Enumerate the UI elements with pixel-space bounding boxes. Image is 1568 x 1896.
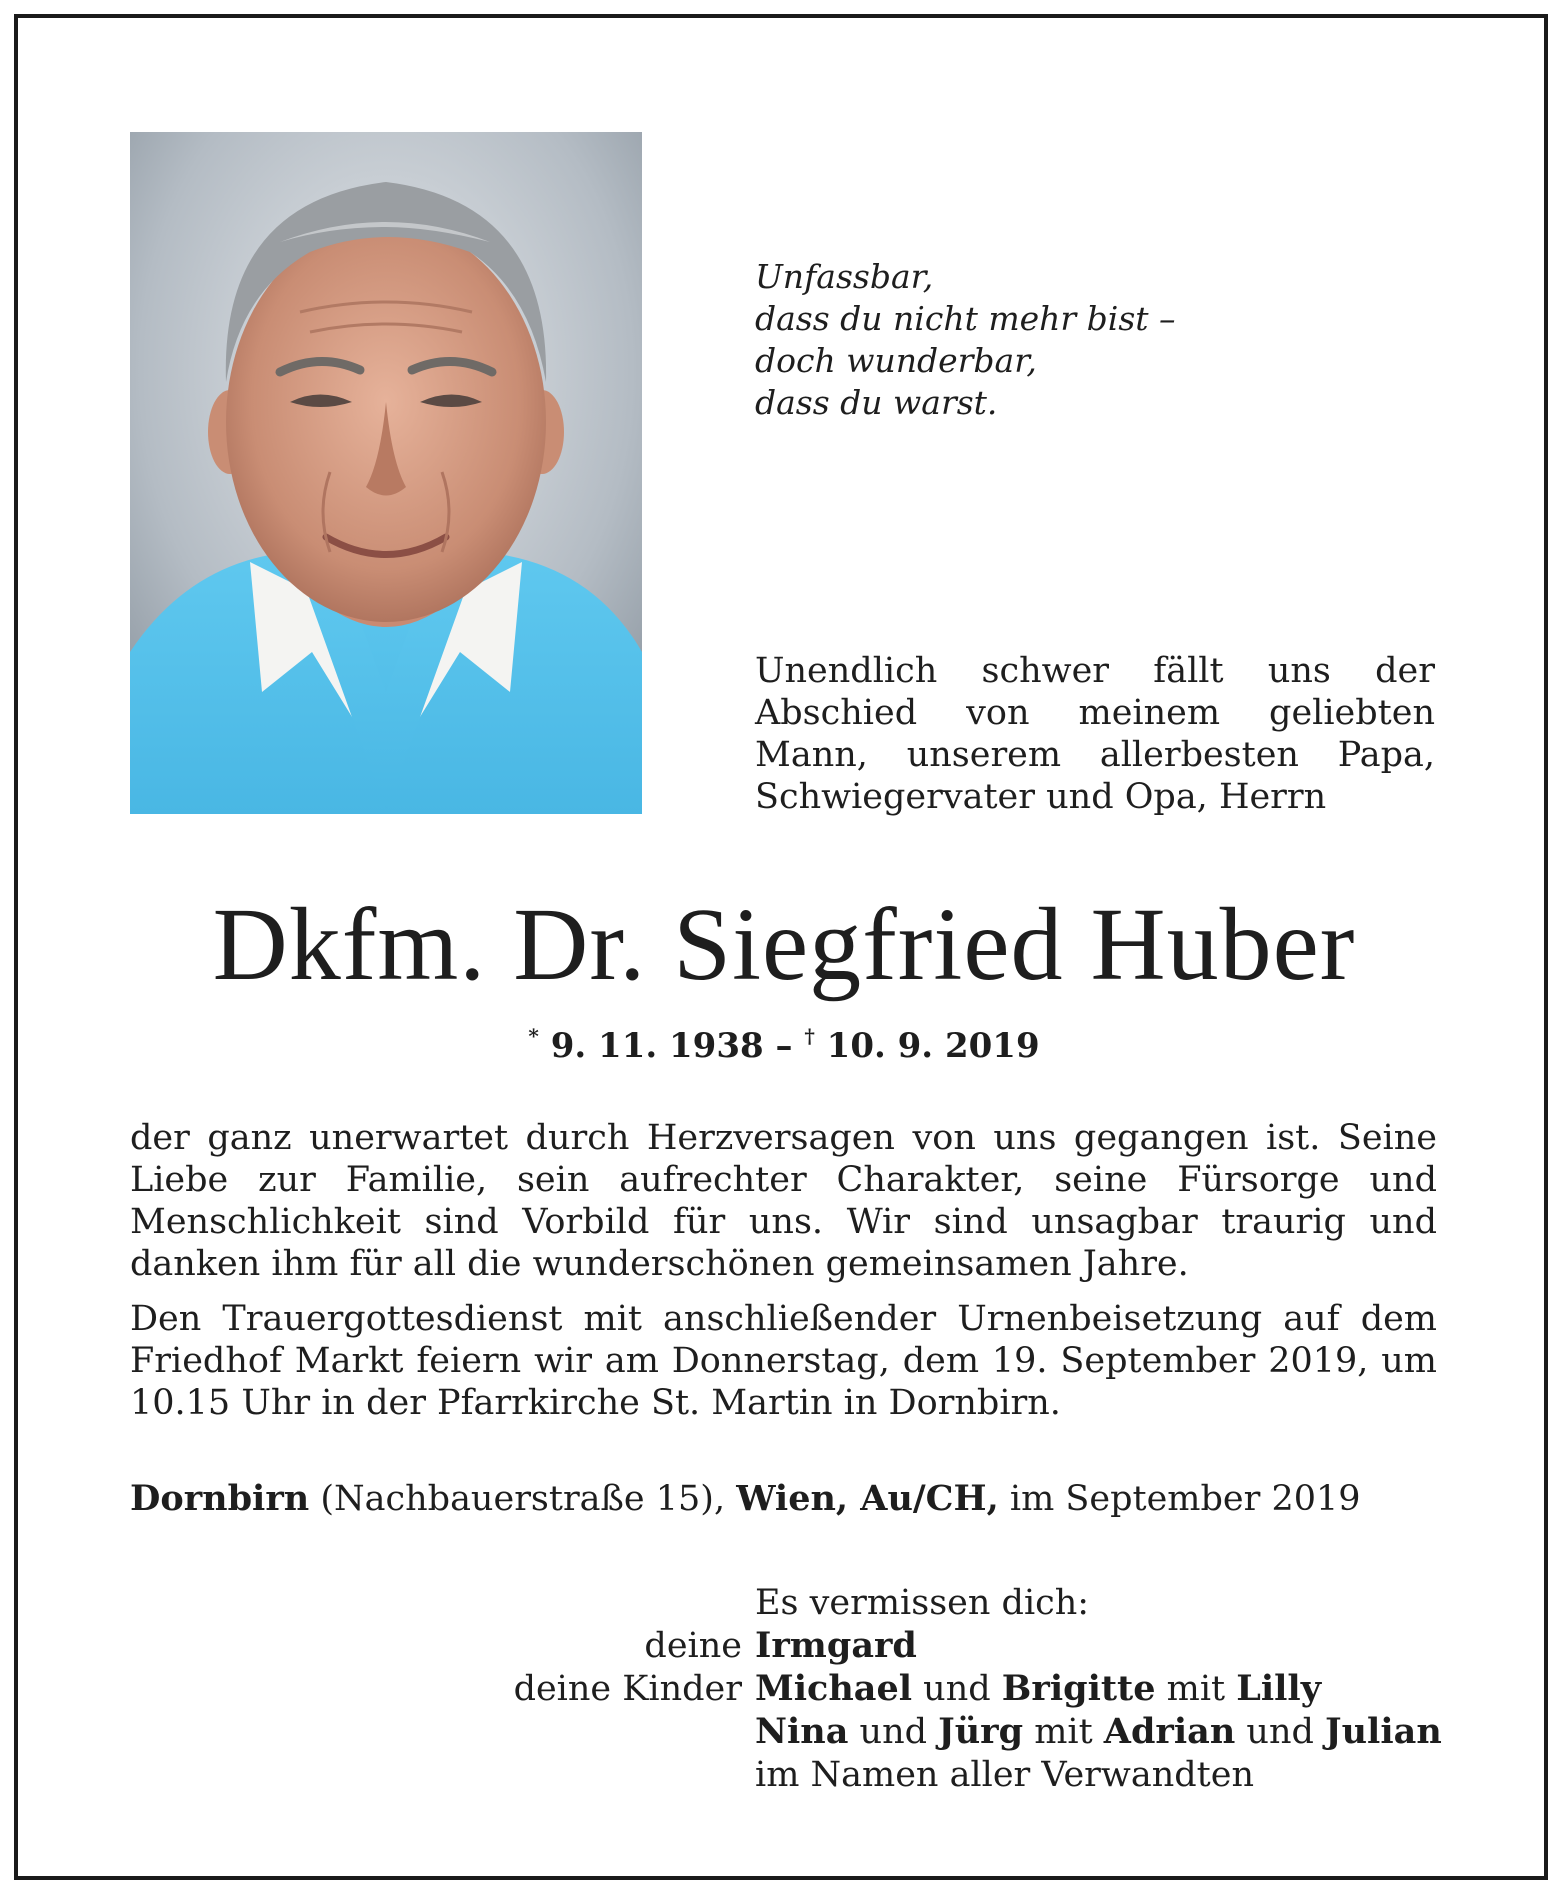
mourner-name: Irmgard: [755, 1625, 917, 1666]
poem-line: dass du warst.: [755, 383, 998, 422]
paragraph-service: Den Trauergottesdienst mit anschließender Urnenbeisetzung auf dem Friedhof Markt feiern wir am Donnerstag, dem 19. September 2019, um 10.15 Uhr in der Pfarrkirche St. Martin in Dornbirn.: [130, 1299, 1437, 1423]
mourner-name: Adrian: [1103, 1711, 1236, 1752]
place-address: (Nachbauerstraße 15),: [309, 1479, 737, 1519]
place-cities: Wien, Au/CH,: [736, 1478, 999, 1519]
poem-line: dass du nicht mehr bist –: [755, 299, 1176, 338]
paragraph-tribute: der ganz unerwartet durch Herzversagen von uns gegangen ist. Seine Liebe zur Familie, sein aufrechter Charakter, seine Fürsorge und Menschlichkeit sind Vorbild für uns. Wir sind unsagbar traurig und danken ihm für all die wunderschönen gemeinsamen Jahre.: [130, 1118, 1437, 1284]
mourner-row-wife: [755, 1625, 917, 1667]
mourner-connector: und: [1235, 1712, 1326, 1752]
mourner-row-children-2: [755, 1711, 1442, 1753]
date-separator: –: [775, 1026, 793, 1066]
intro-text: Unendlich schwer fällt uns der Abschied von meinem geliebten Mann, unserem allerbesten Papa, Schwiegervater und Opa, Herrn: [755, 651, 1435, 817]
mourner-name: Jürg: [938, 1711, 1024, 1752]
mourner-name: Brigitte: [1001, 1668, 1156, 1709]
mourner-relatives: im Namen aller Verwandten: [755, 1755, 1254, 1795]
mourner-name: Julian: [1325, 1711, 1442, 1752]
poem-line: doch wunderbar,: [755, 341, 1037, 380]
birth-symbol: *: [528, 1024, 539, 1048]
missing-heading: Es vermissen dich:: [755, 1583, 1090, 1623]
mourner-label-wife: deine: [644, 1626, 742, 1666]
mourner-name: Michael: [755, 1668, 913, 1709]
death-date: 10. 9. 2019: [826, 1026, 1040, 1066]
place-date: im September 2019: [998, 1479, 1361, 1519]
mourner-label-children: deine Kinder: [513, 1669, 742, 1709]
mourner-connector: mit: [1155, 1669, 1237, 1709]
death-symbol: †: [804, 1024, 815, 1048]
mourner-name: Nina: [755, 1711, 849, 1752]
mourner-connector: und: [848, 1712, 939, 1752]
mourner-name: Lilly: [1236, 1668, 1322, 1709]
place-city: Dornbirn: [130, 1478, 310, 1519]
poem-line: Unfassbar,: [755, 257, 934, 296]
mourner-row-children: [755, 1668, 1321, 1710]
mourner-connector: mit: [1023, 1712, 1104, 1752]
deceased-name: Dkfm. Dr. Siegfried Huber: [212, 887, 1356, 1002]
mourner-connector: und: [912, 1669, 1002, 1709]
birth-date: 9. 11. 1938: [550, 1026, 764, 1066]
